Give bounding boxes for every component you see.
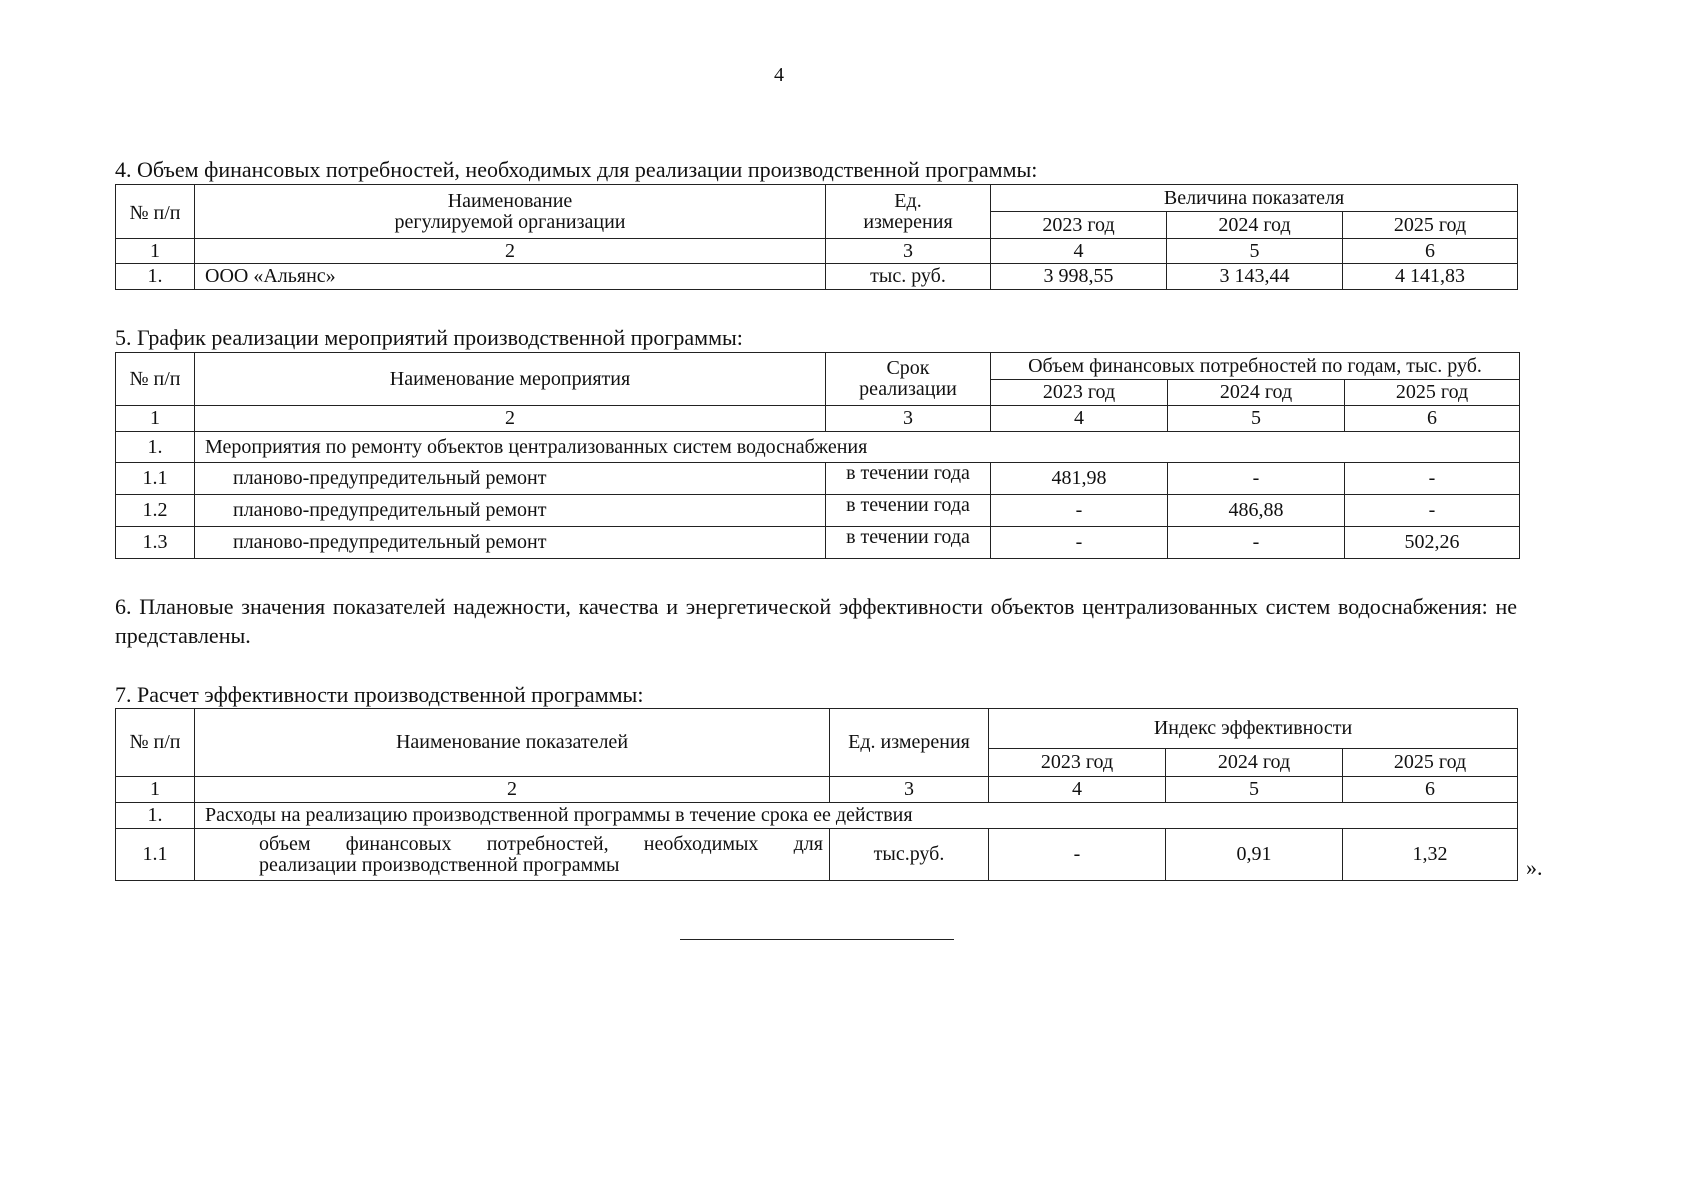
column-number: 5 [1167,239,1343,264]
header-indicator-name: Наименование показателей [195,709,830,777]
value-2025: - [1345,495,1520,527]
row-num: 1.2 [116,495,195,527]
row-unit: тыс.руб. [830,829,989,881]
header-activity-name: Наименование мероприятия [195,353,826,406]
header-num: № п/п [116,353,195,406]
header-year: 2024 год [1166,749,1343,777]
activity-term: в течении года [826,495,991,527]
header-value-group: Величина показателя [991,185,1518,212]
column-number: 3 [830,777,989,803]
value-2024: 486,88 [1168,495,1345,527]
row-num: 1.3 [116,527,195,559]
value-2025: 502,26 [1345,527,1520,559]
table-row [116,264,1518,290]
header-year: 2024 год [1168,380,1345,406]
org-name: ООО «Альянс» [195,264,826,290]
header-term [826,353,991,406]
bottom-divider [680,939,954,940]
value-2025: - [1345,463,1520,495]
table-group-row [116,803,1518,829]
header-num: № п/п [116,709,195,777]
column-number: 4 [991,406,1168,432]
closing-quote-mark: ». [1526,855,1543,880]
value-2023: 3 998,55 [991,264,1167,290]
activity-name: планово-предупредительный ремонт [195,495,826,527]
header-year: 2024 год [1167,212,1343,239]
column-number: 1 [116,406,195,432]
header-year: 2025 год [1343,749,1518,777]
header-org-name-line1: Наименование [447,189,573,212]
value-2025: 4 141,83 [1343,264,1518,290]
table-row [116,463,1520,495]
header-term-line2: реализации [859,378,957,400]
column-number: 3 [826,239,991,264]
column-number: 5 [1166,777,1343,803]
column-number: 1 [116,777,195,803]
value-2023: - [989,829,1166,881]
section-7-heading: 7. Расчет эффективности производственной программы: [115,682,644,707]
activity-name: планово-предупредительный ремонт [195,463,826,495]
group-name: Расходы на реализацию производственной программы в течение срока ее действия [195,803,1518,829]
column-number: 1 [116,239,195,264]
activity-term: в течении года [826,527,991,559]
value-2024: - [1168,527,1345,559]
header-unit-line2: измерения [863,210,953,233]
header-year: 2025 год [1345,380,1520,406]
section-4-heading: 4. Объем финансовых потребностей, необходимых для реализации производственной программы: [115,157,1038,182]
column-number: 3 [826,406,991,432]
header-year: 2023 год [991,380,1168,406]
value-2023: - [991,495,1168,527]
header-year: 2023 год [991,212,1167,239]
group-num: 1. [116,803,195,829]
header-unit-line1: Ед. [894,189,922,212]
efficiency-table [115,708,1518,881]
column-number: 6 [1345,406,1520,432]
table-row [116,829,1518,881]
indicator-name-line1: объем финансовых потребностей, необходимых для [259,832,823,855]
column-number: 2 [195,777,830,803]
section-5-heading: 5. График реализации мероприятий производственной программы: [115,325,743,350]
value-2024: - [1168,463,1345,495]
column-number: 4 [991,239,1167,264]
header-unit: Ед. измерения [830,709,989,777]
value-2025: 1,32 [1343,829,1518,881]
financial-needs-table [115,184,1518,290]
header-value-group: Объем финансовых потребностей по годам, тыс. руб. [991,353,1520,380]
table-group-row [116,432,1520,463]
column-number: 6 [1343,777,1518,803]
header-value-group: Индекс эффективности [989,709,1518,749]
value-2023: - [991,527,1168,559]
group-name: Мероприятия по ремонту объектов централизованных систем водоснабжения [195,432,1520,463]
activity-term: в течении года [826,463,991,495]
row-num: 1.1 [116,829,195,881]
indicator-name-line2: реализации производственной программы [259,853,620,876]
header-num: № п/п [116,185,195,239]
column-number: 2 [195,406,826,432]
indicator-name [195,829,830,881]
value-2024: 0,91 [1166,829,1343,881]
header-year: 2025 год [1343,212,1518,239]
row-num: 1. [116,264,195,290]
header-year: 2023 год [989,749,1166,777]
header-term-line1: Срок [886,357,930,379]
column-number: 4 [989,777,1166,803]
value-2023: 481,98 [991,463,1168,495]
group-num: 1. [116,432,195,463]
row-unit: тыс. руб. [826,264,991,290]
header-org-name [195,185,826,239]
column-number: 5 [1168,406,1345,432]
column-number: 6 [1343,239,1518,264]
table-row [116,495,1520,527]
page-number: 4 [774,64,784,86]
schedule-table [115,352,1520,559]
activity-name: планово-предупредительный ремонт [195,527,826,559]
header-org-name-line2: регулируемой организации [394,210,626,233]
section-6-paragraph: 6. Плановые значения показателей надежности, качества и энергетической эффективности объектов централизованных систем водоснабжения: не представлены. [115,594,1517,648]
header-unit [826,185,991,239]
column-number: 2 [195,239,826,264]
row-num: 1.1 [116,463,195,495]
value-2024: 3 143,44 [1167,264,1343,290]
table-row [116,527,1520,559]
